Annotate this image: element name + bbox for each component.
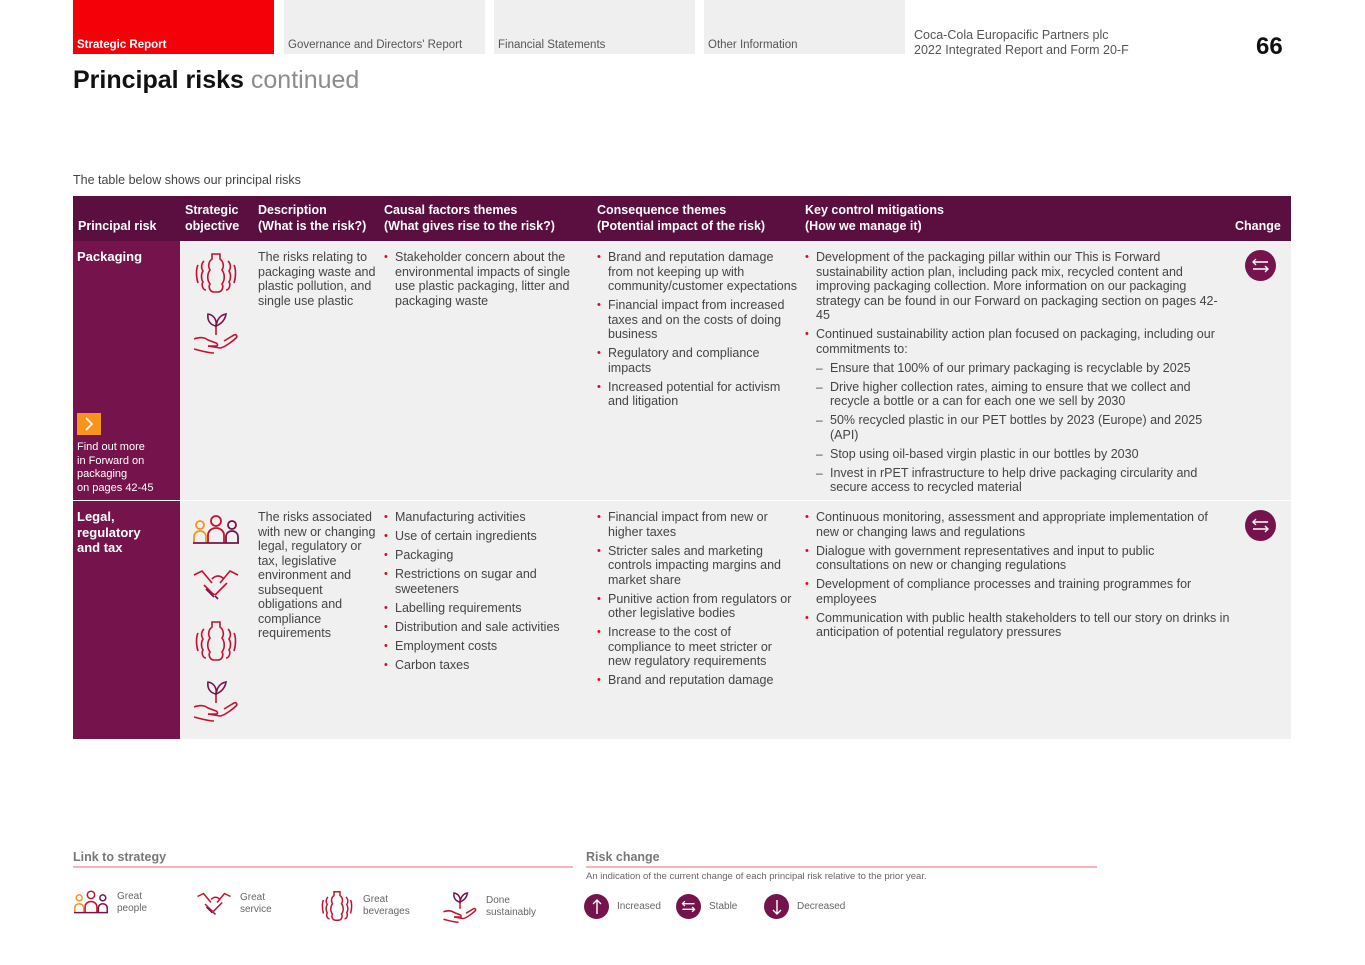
legend-label-line: sustainably [486,906,537,918]
list-item: • Dialogue with government representatives and input to public consultations on new or changing regulations [805,544,1230,573]
table-header [73,196,1291,241]
legend-label-line: service [240,904,272,915]
header-causal-factors [384,203,555,234]
arrow-down-icon [764,894,789,919]
list-item: • Restrictions on sugar and sweeteners [384,567,584,596]
stable-change-icon [1245,250,1276,281]
list-item: • Regulatory and compliance impacts [597,346,797,375]
legend-label-line: beverages [363,906,410,917]
list-item: • Brand and reputation damage from not keeping up with community/customer expectations [597,250,797,294]
legend-label-line: people [117,903,148,914]
intro-text: The table below shows our principal risks [73,173,301,187]
legend-risk-change-title: Risk change [586,850,660,864]
list-item: • Brand and reputation damage [597,673,797,688]
list-subitem: – Invest in rPET infrastructure to help drive packaging circularity and secure access to recycled material [805,466,1230,495]
report-name: 2022 Integrated Report and Form 20-F [914,42,1129,57]
legend-stable [676,894,737,919]
list-subitem: – Ensure that 100% of our primary packaging is recyclable by 2025 [805,361,1230,376]
page-title [73,66,359,95]
done-sustainably-icon [192,309,240,355]
great-service-icon [192,565,240,605]
list-item: • Financial impact from increased taxes and on the costs of doing business [597,298,797,342]
header-description-line2: (What is the risk?) [258,218,367,233]
risk-cell [73,241,180,500]
header-mitigation-line1: Key control mitigations [805,203,944,217]
list-subitem: – Drive higher collection rates, aiming to ensure that we collect and recycle a bottle or a can for each one we sell by 2030 [805,380,1230,409]
tab-other-information[interactable]: Other Information [704,0,905,54]
tab-governance[interactable]: Governance and Directors' Report [284,0,485,54]
causal-cell [384,250,584,313]
list-item: • Stricter sales and marketing controls impacting margins and market share [597,544,797,588]
list-item: • Employment costs [384,639,584,654]
page-title-suffix: continued [250,66,360,94]
legend-label [486,895,536,919]
tab-financial-statements[interactable]: Financial Statements [494,0,695,54]
header-description [258,203,366,234]
legend-label-line: Done [486,894,510,906]
great-people-icon [192,511,240,551]
list-item: • Use of certain ingredients [384,529,584,544]
list-item: • Distribution and sale activities [384,620,584,635]
header-mitigations [805,203,944,234]
list-item: • Packaging [384,548,584,563]
list-item: • Development of the packaging pillar within our This is Forward sustainability action plan, including pack mix, recycled content and improving packaging collection. More information on our packaging strategy can be found in our Forward on packaging section on pages 42-45 [805,250,1230,323]
legend-label-line: Great [117,891,143,902]
header-description-line1: Description [258,203,327,217]
stable-change-icon [1245,510,1276,541]
great-beverages-icon [319,889,355,923]
done-sustainably-icon [442,889,478,924]
header-consequence-line1: Consequence themes [597,203,727,217]
header-change: Change [1235,218,1281,233]
legend-divider [586,866,1097,868]
legend-great-beverages [319,889,410,923]
done-sustainably-icon [192,677,240,723]
legend-label: Decreased [797,900,846,912]
legend-label-line: Great [363,894,389,905]
table-row-legal-regulatory-tax [73,500,1291,739]
risk-name: Packaging [77,249,143,264]
list-item: • Continued sustainability action plan focused on packaging, including our commitments to: [805,327,1230,356]
find-out-line: in Forward on [77,454,145,467]
legend-great-people [73,889,147,917]
page-title-main: Principal risks [73,66,244,94]
principal-risks-table [73,196,1291,739]
list-item: • Development of compliance processes and training programmes for employees [805,577,1230,606]
table-row-packaging [73,241,1291,500]
legend-label [240,892,272,916]
list-item: • Carbon taxes [384,658,584,673]
stable-arrows-icon [676,894,701,919]
tab-strategic-report[interactable]: Strategic Report [73,0,274,54]
list-item: • Increase to the cost of compliance to meet stricter or new regulatory requirements [597,625,797,669]
legend-done-sustainably [442,889,536,924]
header-objective-line2: objective [185,218,240,233]
great-people-icon [73,889,109,917]
list-item: • Punitive action from regulators or other legislative bodies [597,592,797,621]
find-out-line: on pages 42-45 [77,481,154,494]
description-cell: The risks associated with new or changing legal, regulatory or tax, legislative environment and subsequent obligations and compliance requirements [258,510,376,640]
list-subitem: – 50% recycled plastic in our PET bottles by 2023 (Europe) and 2025 (API) [805,413,1230,442]
company-name: Coca-Cola Europacific Partners plc [914,28,1109,42]
header-strategic-objective [185,203,239,234]
header-objective-line1: Strategic [185,203,239,217]
header-causal-line1: Causal factors themes [384,203,518,217]
mitigation-cell [805,510,1230,644]
great-beverages-icon [192,619,240,663]
find-out-more-link[interactable] [77,413,153,495]
great-beverages-icon [192,251,240,295]
risk-cell [73,501,180,739]
legend-label: Stable [709,900,738,912]
page-number: 66 [1256,33,1283,60]
list-item: • Financial impact from new or higher taxes [597,510,797,539]
mitigation-cell [805,250,1230,499]
header-consequence-line2: (Potential impact of the risk) [597,218,766,233]
header-principal-risk: Principal risk [78,218,157,233]
list-item: • Communication with public health stakeholders to tell our story on drinks in anticipation of potential regulatory pressures [805,611,1230,640]
list-item: • Stakeholder concern about the environmental impacts of single use plastic packaging, litter and packaging waste [384,250,584,308]
strategic-objective-icons [192,251,242,369]
risk-name-line: and tax [77,540,123,555]
legend-decreased [764,894,845,919]
causal-cell [384,510,584,677]
risk-name-line: regulatory [77,524,141,540]
legend-great-service [196,889,272,919]
list-item: • Increased potential for activism and litigation [597,380,797,409]
chevron-right-icon[interactable] [77,413,101,435]
legend-increased [584,894,661,919]
find-out-line: packaging [77,468,128,480]
arrow-up-icon [584,894,609,919]
list-subitem: – Stop using oil-based virgin plastic in our bottles by 2030 [805,447,1230,462]
list-item: • Continuous monitoring, assessment and appropriate implementation of new or changing laws and regulations [805,510,1230,539]
header-consequence [597,203,765,234]
header-causal-line2: (What gives rise to the risk?) [384,218,555,233]
risk-name-line: Legal, [77,509,115,524]
legend-label-line: Great [240,892,266,903]
legend-strategy-title: Link to strategy [73,850,167,864]
find-out-line: Find out more [77,441,145,453]
consequence-cell [597,250,797,413]
header-mitigation-line2: (How we manage it) [805,218,922,233]
risk-name [77,509,176,556]
description-cell: The risks relating to packaging waste and plastic pollution, and single use plastic [258,250,376,308]
legend-label [363,894,410,918]
legend-divider [73,866,573,868]
strategic-objective-icons [192,511,242,737]
consequence-cell [597,510,797,692]
great-service-icon [196,889,232,919]
legend-label: Increased [617,900,661,912]
list-item: • Manufacturing activities [384,510,584,525]
list-item: • Labelling requirements [384,601,584,616]
document-title [914,28,1129,57]
legend-label [117,891,147,915]
legend-risk-change-description: An indication of the current change of each principal risk relative to the prior year. [586,871,927,882]
